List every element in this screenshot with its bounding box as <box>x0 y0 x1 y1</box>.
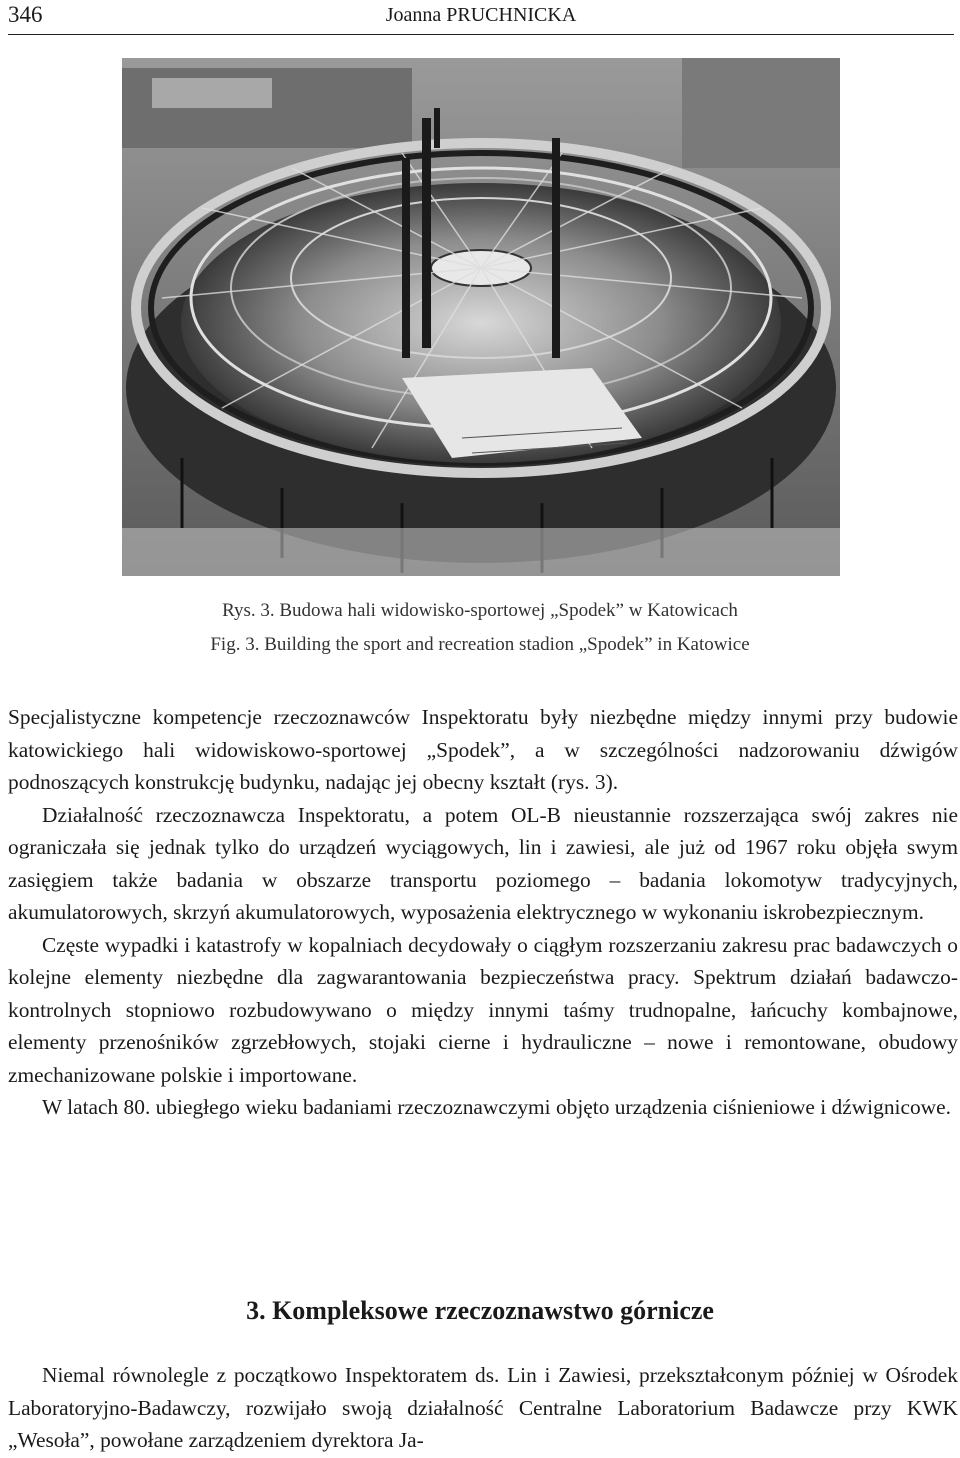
paragraph: W latach 80. ubiegłego wieku badaniami rzeczoznawczymi objęto urządzenia ciśnieniowe i dźwignicowe. <box>42 1095 951 1119</box>
section-body-text <box>8 1359 958 1457</box>
figure-caption-polish: Rys. 3. Budowa hali widowisko-sportowej „Spodek” w Katowicach <box>222 600 738 621</box>
page-header <box>8 0 954 35</box>
construction-photo <box>122 58 840 576</box>
page-number: 346 <box>8 2 43 27</box>
running-head-author: Joanna PRUCHNICKA <box>385 4 577 26</box>
paragraph: Niemal równolegle z początkowo Inspektoratem ds. Lin i Zawiesi, przekształconym później w Ośrodek Laboratoryjno-Badawczy, rozwijało swoją działalność Centralne Laboratorium Badawcze przy KWK „Wesoła”, powołane zarządzeniem dyrektora Ja- <box>8 1363 958 1452</box>
paragraph: Działalność rzeczoznawcza Inspektoratu, a potem OL-B nieustannie rozszerzająca swój zakres nie ograniczała się jednak tylko do urządzeń wyciągowych, lin i zawiesi, ale już od 1967 roku objęła swym zasięgiem także badania w obszarze transportu poziomego – badania lokomotyw tradycyjnych, akumulatorowych, skrzyń akumulatorowych, wyposażenia elektrycznego w wykonaniu iskrobezpiecznym. <box>8 802 958 924</box>
paragraph: Specjalistyczne kompetencje rzeczoznawców Inspektoratu były niezbędne między innymi przy budowie katowickiego hali widowiskowo-sportowej „Spodek”, a w szczególności nadzorowaniu dźwigów podnoszących konstrukcję budynku, nadając jej obecny kształt (rys. 3). <box>8 705 958 794</box>
figure-caption-english: Fig. 3. Building the sport and recreation stadion „Spodek” in Katowice <box>210 634 750 655</box>
section-heading: 3. Kompleksowe rzeczoznawstwo górnicze <box>246 1296 714 1325</box>
body-text <box>8 701 958 1124</box>
paragraph: Częste wypadki i katastrofy w kopalniach decydowały o ciągłym rozszerzaniu zakresu prac badawczych o kolejne elementy niezbędne dla zagwarantowania bezpieczeństwa pracy. Spektrum działań badawczo-kontrolnych stopniowo rozbudowywano o między innymi taśmy trudnopalne, łańcuchy kombajnowe, elementy przenośników zgrzebłowych, stojaki cierne i hydrauliczne – nowe i remontowane, obudowy zmechanizowane polskie i importowane. <box>8 932 958 1087</box>
